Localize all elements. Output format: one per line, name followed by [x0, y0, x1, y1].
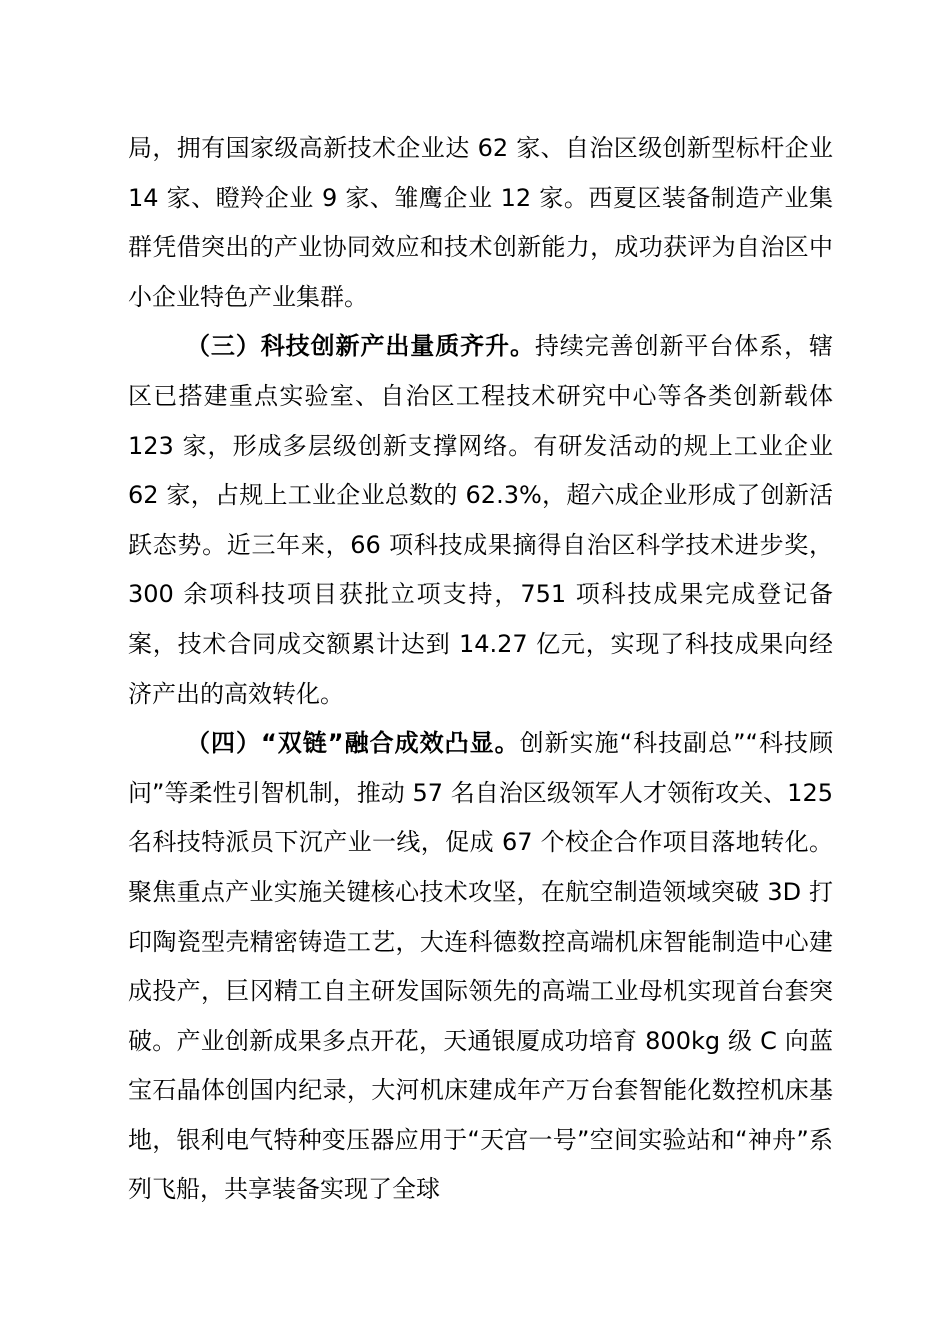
paragraph-section-three [128, 322, 833, 719]
paragraph-text: 持续完善创新平台体系，辖区已搭建重点实验室、自治区工程技术研究中心等各类创新载体 123 家，形成多层级创新支撑网络。有研发活动的规上工业企业 62 家，占规上工业企业总数的 62.3%，超六成企业形成了创新活跃态势。近三年来，66 项科技成果摘得自治区科学技术进步奖，300 余项科技项目获批立项支持，751 项科技成果完成登记备案，技术合同成交额累计达到 14.27 亿元，实现了科技成果向经济产出的高效转化。 [128, 332, 834, 708]
paragraph-text: 创新实施“科技副总”“科技顾问”等柔性引智机制，推动 57 名自治区级领军人才领衔攻关、125 名科技特派员下沉产业一线，促成 67 个校企合作项目落地转化。聚焦重点产业实施关键核心技术攻坚，在航空制造领域突破 3D 打印陶瓷型壳精密铸造工艺，大连科德数控高端机床智能制造中心建成投产，巨冈精工自主研发国际领先的高端工业母机实现首台套突破。产业创新成果多点开花，天通银厦成功培育 800kg 级 C 向蓝宝石晶体创国内纪录，大河机床建成年产万台套智能化数控机床基地，银利电气特种变压器应用于“天宫一号”空间实验站和“神舟”系列飞船，共享装备实现了全球 [128, 729, 833, 1204]
section-heading: （四）“双链”融合成效凸显。 [186, 729, 520, 758]
paragraph-section-four [128, 719, 833, 1215]
section-heading: （三）科技创新产出量质齐升。 [186, 332, 535, 361]
paragraph-text: 局，拥有国家级高新技术企业达 62 家、自治区级创新型标杆企业 14 家、瞪羚企业 9 家、雏鹰企业 12 家。西夏区装备制造产业集群凭借突出的产业协同效应和技术创新能力，成功获评为自治区中小企业特色产业集群。 [128, 134, 833, 311]
paragraph-continuation [128, 124, 833, 322]
document-body [128, 124, 833, 1215]
